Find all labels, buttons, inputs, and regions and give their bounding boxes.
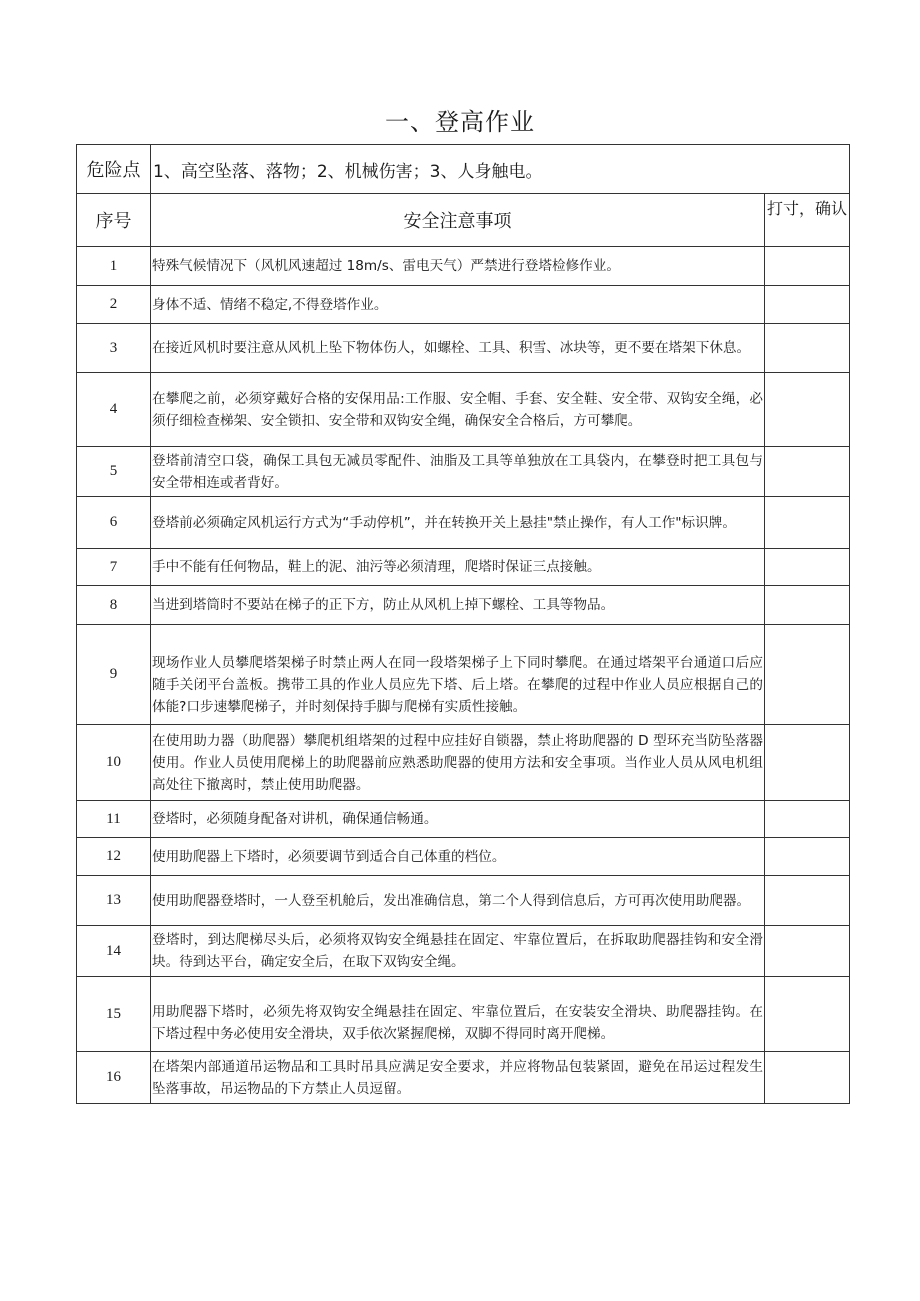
- table-row: [77, 625, 850, 725]
- table-row: [77, 549, 850, 586]
- row-check-cell[interactable]: [765, 286, 850, 324]
- row-num: 7: [77, 549, 151, 586]
- row-num: 8: [77, 586, 151, 625]
- table-row: [77, 926, 850, 977]
- row-text: 现场作业人员攀爬塔架梯子时禁止两人在同一段塔架梯子上下同时攀爬。在通过塔架平台通道口后应随手关闭平台盖板。携带工具的作业人员应先下塔、后上塔。在攀爬的过程中作业人员应根据自己的体能?口步速攀爬梯子，并时刻保持手脚与爬梯有实质性接触。: [151, 625, 765, 725]
- row-text: 在使用助力器（助爬器）攀爬机组塔架的过程中应挂好自锁器，禁止将助爬器的 D 型环充当防坠落器使用。作业人员使用爬梯上的助爬器前应熟悉助爬器的使用方法和安全事项。当作业人员从风电机组高处往下撤离时，禁止使用助爬器。: [151, 725, 765, 801]
- hazard-row: [77, 145, 850, 194]
- row-check-cell[interactable]: [765, 447, 850, 497]
- row-text: 在攀爬之前，必须穿戴好合格的安保用品:工作服、安全帽、手套、安全鞋、安全带、双钩安全绳，必须仔细检查梯架、安全锁扣、安全带和双钩安全绳，确保安全合格后，方可攀爬。: [151, 373, 765, 447]
- row-text: 身体不适、情绪不稳定,不得登塔作业。: [151, 286, 765, 324]
- row-check-cell[interactable]: [765, 373, 850, 447]
- page-title: 一、登高作业: [385, 108, 535, 136]
- row-check-cell[interactable]: [765, 838, 850, 876]
- table-row: [77, 725, 850, 801]
- row-check-cell[interactable]: [765, 324, 850, 373]
- row-check-cell[interactable]: [765, 247, 850, 286]
- row-text: 登塔前必须确定风机运行方式为“手动停机”，并在转换开关上悬挂"禁止操作，有人工作"标识牌。: [151, 497, 765, 549]
- row-check-cell[interactable]: [765, 1052, 850, 1104]
- header-num: 序号: [77, 194, 151, 247]
- table-row: [77, 838, 850, 876]
- table-row: [77, 977, 850, 1052]
- row-text: 特殊气候情况下（风机风速超过 18m/s、雷电天气）严禁进行登塔检修作业。: [151, 247, 765, 286]
- row-text: 登塔前清空口袋，确保工具包无减员零配件、油脂及工具等单独放在工具袋内，在攀登时把工具包与安全带相连或者背好。: [151, 447, 765, 497]
- table-row: [77, 586, 850, 625]
- table-row: [77, 497, 850, 549]
- row-check-cell[interactable]: [765, 926, 850, 977]
- row-num: 5: [77, 447, 151, 497]
- row-check-cell[interactable]: [765, 549, 850, 586]
- row-text: 使用助爬器上下塔时，必须要调节到适合自己体重的档位。: [151, 838, 765, 876]
- header-item: 安全注意事项: [151, 194, 765, 247]
- row-num: 2: [77, 286, 151, 324]
- table-row: [77, 324, 850, 373]
- row-num: 3: [77, 324, 151, 373]
- table-row: [77, 876, 850, 926]
- row-check-cell[interactable]: [765, 725, 850, 801]
- table-row: [77, 447, 850, 497]
- row-text: 手中不能有任何物品，鞋上的泥、油污等必须清理，爬塔时保证三点接触。: [151, 549, 765, 586]
- table-row: [77, 801, 850, 838]
- table-header: [77, 194, 850, 247]
- row-text: 用助爬器下塔时，必须先将双钩安全绳悬挂在固定、牢靠位置后，在安装安全滑块、助爬器挂钩。在下塔过程中务必使用安全滑块，双手依次紧握爬梯，双脚不得同时离开爬梯。: [151, 977, 765, 1052]
- row-check-cell[interactable]: [765, 876, 850, 926]
- hazard-label: 危险点: [77, 145, 151, 194]
- hazard-text: 1、高空坠落、落物；2、机械伤害；3、人身触电。: [151, 145, 850, 194]
- row-text: 登塔时，到达爬梯尽头后，必须将双钩安全绳悬挂在固定、牢靠位置后，在拆取助爬器挂钩和安全滑块。待到达平台，确定安全后，在取下双钩安全绳。: [151, 926, 765, 977]
- row-num: 11: [77, 801, 151, 838]
- table-row: [77, 286, 850, 324]
- row-num: 9: [77, 625, 151, 725]
- row-text: 登塔时，必须随身配备对讲机，确保通信畅通。: [151, 801, 765, 838]
- row-num: 15: [77, 977, 151, 1052]
- row-num: 13: [77, 876, 151, 926]
- row-num: 4: [77, 373, 151, 447]
- row-text: 使用助爬器登塔时，一人登至机舱后，发出准确信息，第二个人得到信息后，方可再次使用助爬器。: [151, 876, 765, 926]
- row-num: 16: [77, 1052, 151, 1104]
- row-num: 10: [77, 725, 151, 801]
- row-num: 6: [77, 497, 151, 549]
- row-check-cell[interactable]: [765, 977, 850, 1052]
- row-check-cell[interactable]: [765, 625, 850, 725]
- row-check-cell[interactable]: [765, 801, 850, 838]
- row-num: 14: [77, 926, 151, 977]
- row-text: 在接近风机时要注意从风机上坠下物体伤人，如螺栓、工具、积雪、冰块等，更不要在塔架下休息。: [151, 324, 765, 373]
- row-check-cell[interactable]: [765, 586, 850, 625]
- table-row: [77, 247, 850, 286]
- row-check-cell[interactable]: [765, 497, 850, 549]
- row-num: 12: [77, 838, 151, 876]
- table-row: [77, 373, 850, 447]
- row-text: 当进到塔筒时不要站在梯子的正下方，防止从风机上掉下螺栓、工具等物品。: [151, 586, 765, 625]
- safety-table: [76, 144, 850, 1104]
- row-text: 在塔架内部通道吊运物品和工具时吊具应满足安全要求，并应将物品包装紧固，避免在吊运过程发生坠落事故，吊运物品的下方禁止人员逗留。: [151, 1052, 765, 1104]
- row-num: 1: [77, 247, 151, 286]
- header-check: 打寸，确认: [765, 194, 850, 247]
- table-row: [77, 1052, 850, 1104]
